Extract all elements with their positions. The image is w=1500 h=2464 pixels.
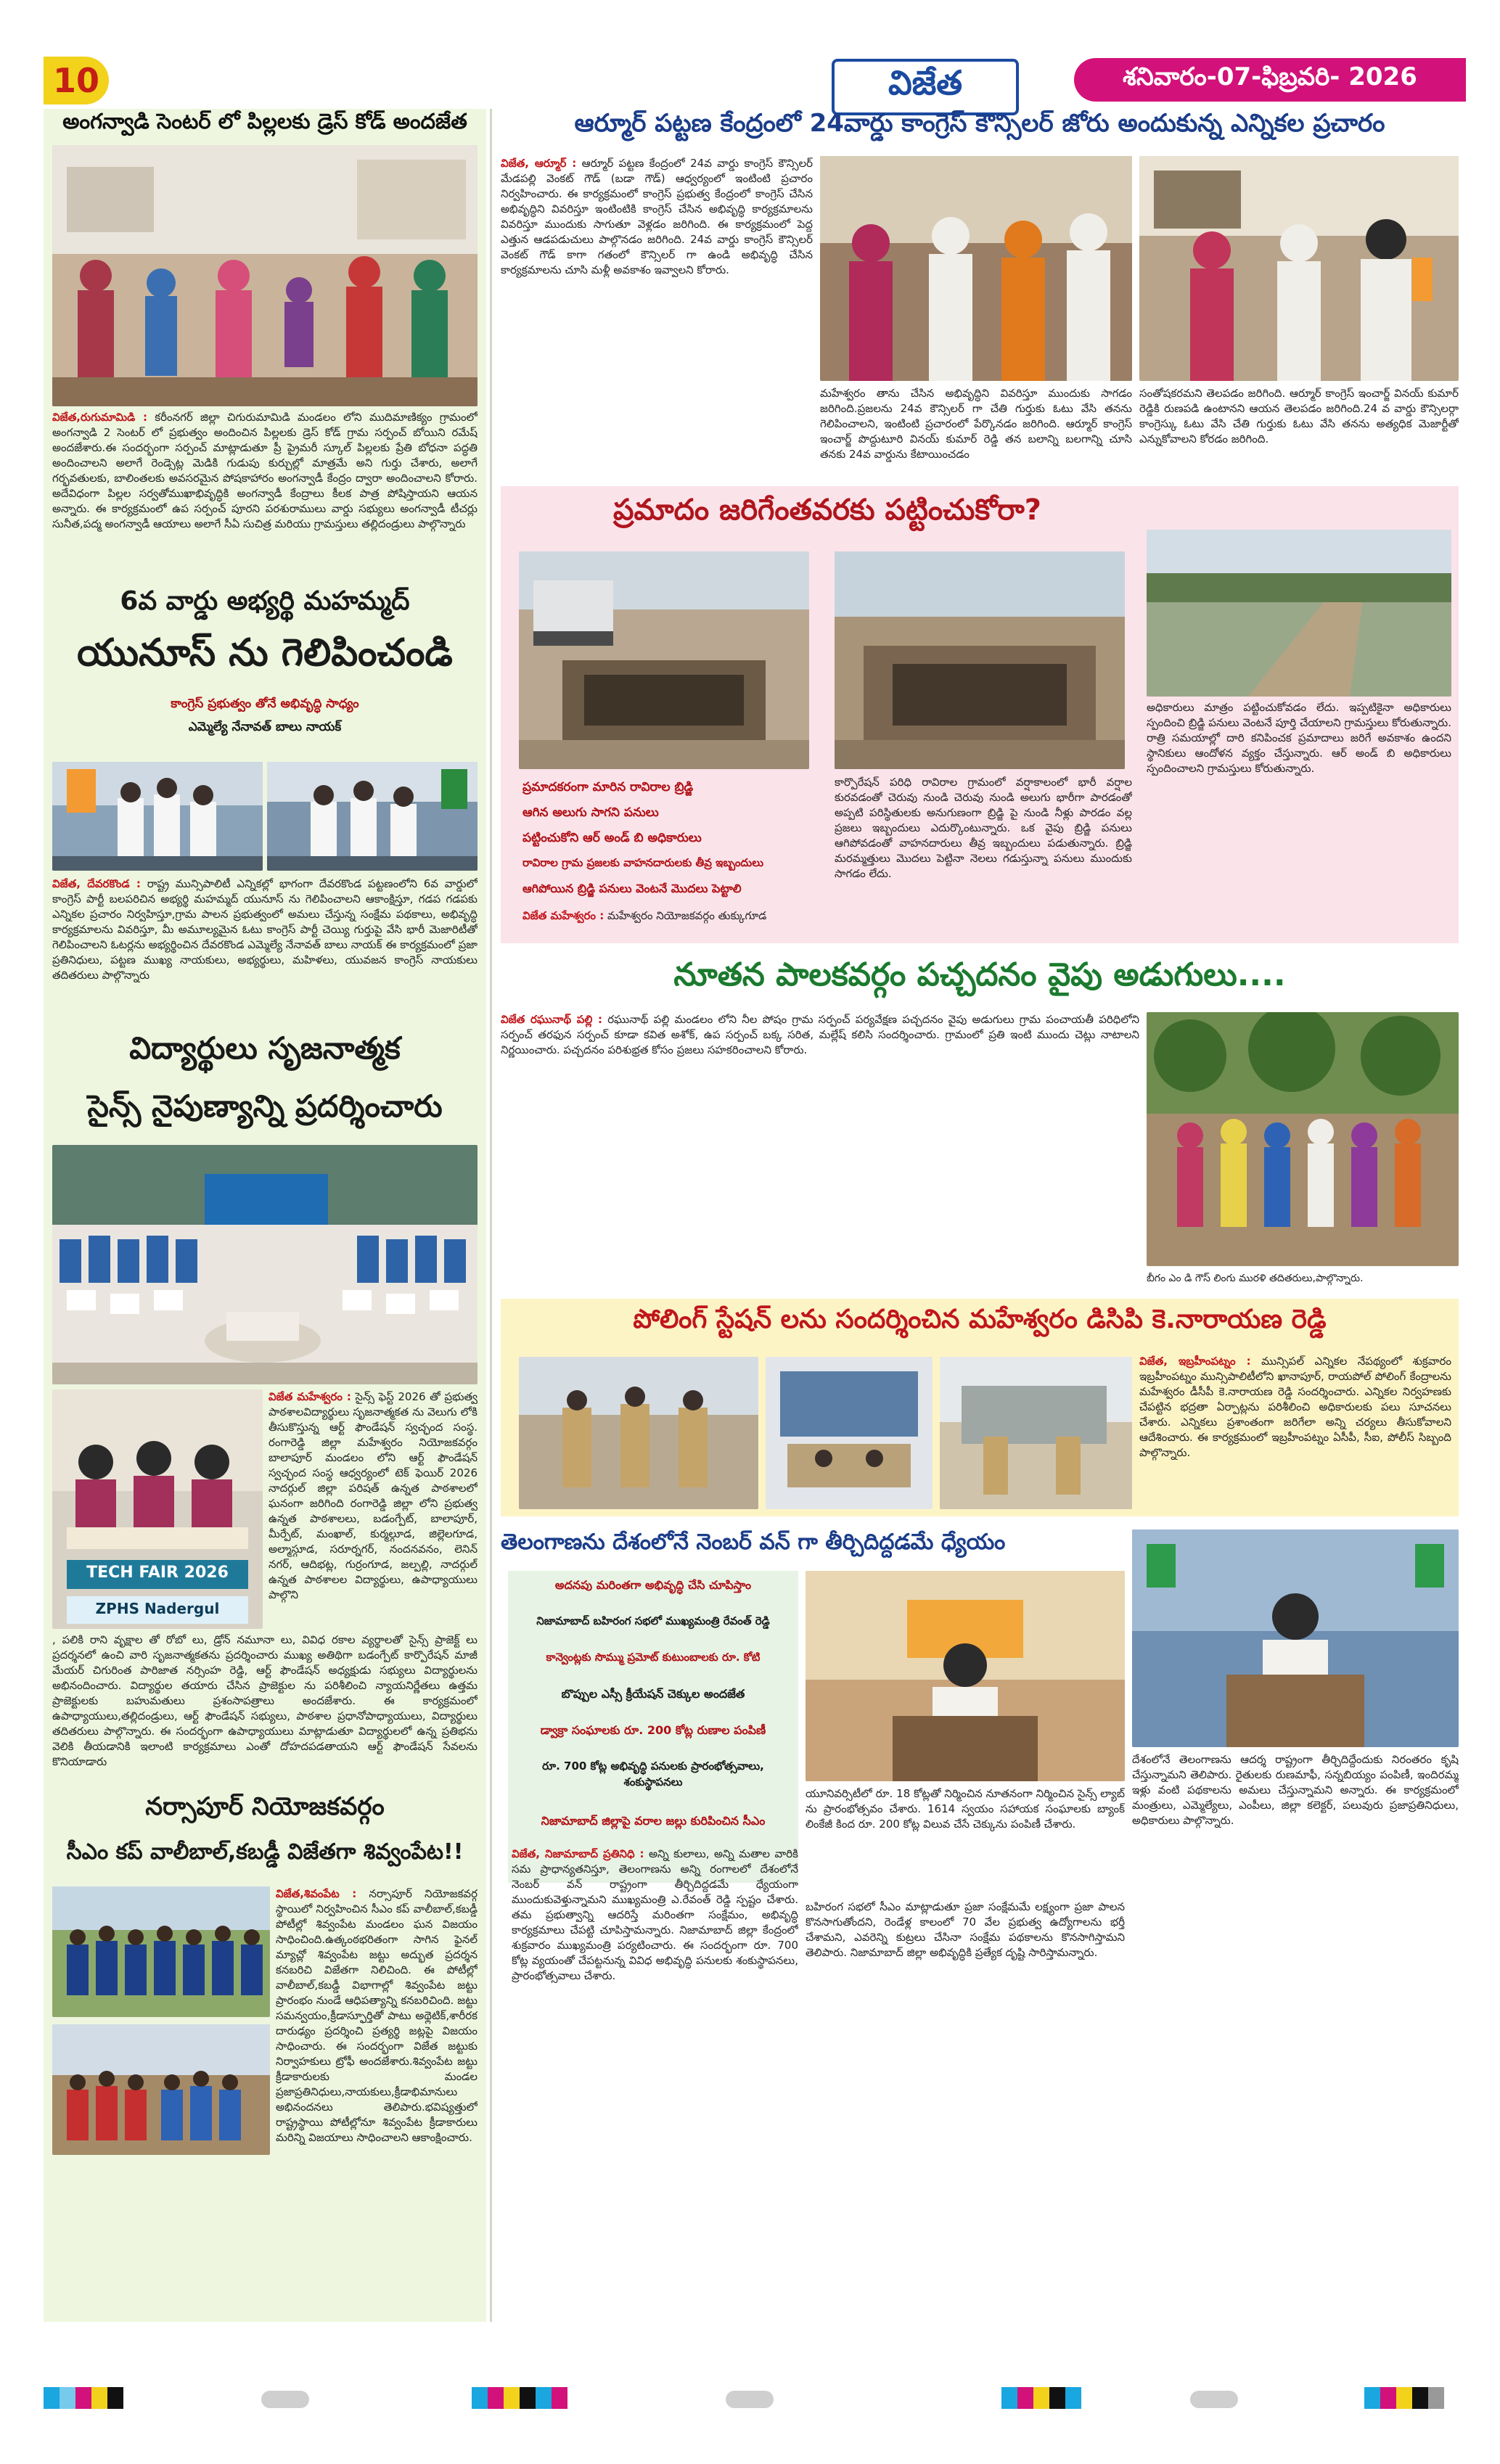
telangana-dateline: విజేత, నిజామాబాద్ ప్రతినిధి :: [512, 1847, 644, 1860]
science-fair-photo: [52, 1389, 263, 1629]
science-group-photo: [52, 1145, 478, 1384]
telangana-text-a: అన్ని కులాలు, అన్ని మతాల వారికి సమ ప్రాధాన్యతనిస్తూ, తెలంగాణను అన్ని రంగాలలో దేశంలోనే నెంబర్ వన్ రాష్ట్రంగా తీర్చిదిద్దడమే ధ్యేయంగా ముందుకువెళ్తున్నామని ముఖ్యమంత్రి ఎ.రేవంత్ రెడ్డి స్పష్టం చేశారు. తమ ప్రభుత్వాన్ని ఆదరిస్తే మరింతగా సంక్షేమం, అభివృద్ధి కార్యక్రమాలు చేపట్టి చూపిస్తామన్నారు. నిజామాబాద్ జిల్లా కేంద్రంలో శుక్రవారం ముఖ్యమంత్రి పర్యటించారు. ఈ సందర్భంగా రూ. 700 కోట్ల వ్యయంతో చేపట్టనున్న వివిధ అభివృద్ధి పనులకు శంకుస్థాపనలు, ప్రారంభోత్సవాలు చేశారు.: [512, 1847, 798, 1982]
bridge-bullet-2: ఆగిన అలుగు సాగని పనులు: [522, 805, 659, 820]
telangana-sub-7: నిజామాబాద్ జిల్లాపై వరాల జల్లు కురిపించిన సీఎం: [541, 1814, 766, 1828]
bridge-photo-1: [519, 551, 809, 769]
color-registration-mid-left: [472, 2387, 567, 2409]
registration-pill-1: [261, 2391, 309, 2408]
telangana-body-c: దేశంలోనే తెలంగాణను ఆదర్శ రాష్ట్రంగా తీర్చిదిద్దేందుకు నిరంతరం కృషి చేస్తున్నామని తెలిపారు. రైతులకు రుణమాఫీ, సన్నబియ్యం పంపిణీ, ఇందిరమ్మ ఇళ్లు వంటి పథకాలను అమలు చేస్తున్నామని అన్నారు. ఈ కార్యక్రమంలో మంత్రులు, ఎమ్మెల్యేలు, ఎంపీలు, జిల్లా కలెక్టర్, పలువురు ప్రజాప్రతినిధులు, అధికారులు పాల్గొన్నారు.: [1132, 1753, 1459, 1827]
yunus-photo-left: [52, 762, 263, 871]
page-number: 10: [44, 57, 109, 104]
greenery-caption: బీగం ఎం డి గౌస్ లింగు మురళి తదితరులు,పాల్గొన్నారు.: [1147, 1273, 1364, 1284]
bridge-bullet-4: రావిరాల గ్రామ ప్రజలకు వాహనదారులకు తీవ్ర ఇబ్బందులు: [522, 856, 764, 869]
telangana-photo-2: [1132, 1529, 1459, 1747]
polling-body-right: [1139, 1354, 1451, 1510]
bridge-dateline-row: [522, 908, 827, 937]
polling-photo-1: [519, 1357, 758, 1509]
armoor-dateline: విజేత, ఆర్మూర్ :: [501, 157, 577, 170]
polling-dateline: విజేత, ఇబ్రహీంపట్నం :: [1139, 1355, 1251, 1368]
column-divider: [490, 109, 492, 2322]
registration-pill-3: [1190, 2391, 1238, 2408]
bridge-bullet-5: ఆగిపోయిన బ్రిడ్జి పనులు వెంటనే మొదలు పెట్టాలి: [522, 882, 742, 895]
science-headline-1: విద్యార్థులు సృజనాత్మక: [129, 1030, 401, 1066]
telangana-sub-1: అదనపు మరింతగా అభివృద్ధి చేసి చూపిస్తాం: [554, 1578, 752, 1592]
greenery-body: [501, 1012, 1139, 1288]
masthead-title: విజేత: [888, 63, 963, 102]
bridge-bullet-1: ప్రమాదకరంగా మారిన రావిరాల బ్రిడ్జి: [522, 780, 694, 794]
cmcup-body-side: [276, 1886, 478, 2155]
armoor-body: [501, 156, 813, 468]
registration-pill-2: [726, 2391, 774, 2408]
telangana-body-a: [512, 1847, 798, 2318]
yunus-photo-right: [267, 762, 478, 871]
yunus-headline-1: 6వ వార్డు అభ్యర్థి మహమ్మద్: [120, 586, 410, 616]
yunus-sub-2: ఎమ్మెల్యే నేనావత్ బాలు నాయక్: [188, 720, 342, 734]
cmcup-headline-1: నర్సాపూర్ నియోజకవర్గం: [145, 1792, 385, 1821]
issue-date: శనివారం-07-ఫిబ్రవరి- 2026: [1074, 58, 1466, 102]
color-registration-mid-right: [1001, 2387, 1081, 2409]
bridge-body-right: అధికారులు మాత్రం పట్టించుకోవడం లేదు. ఇప్పటికైనా అధికారులు స్పందించి బ్రిడ్జి పనులు వెంటనే పూర్తి చేయాలని గ్రామస్తులు కోరుతున్నారు. రాత్రి సమయాల్లో దారి కనిపించక ప్రమాదాలు జరిగే అవకాశం ఉందని స్థానికులు ఆందోళన వ్యక్తం చేస్తున్నారు. ఆర్ అండ్ బి అధికారులు స్పందించాలని గ్రామస్తులు కోరుతున్నారు.: [1147, 701, 1451, 775]
cmcup-headline-2: సీఎం కప్ వాలీబాల్,కబడ్డీ విజేతగా శివ్వంపేట!!: [66, 1839, 464, 1865]
telangana-photo-1: [806, 1571, 1125, 1781]
anganwadi-body: [52, 410, 478, 541]
yunus-body: [52, 876, 478, 985]
polling-text: మున్సిపల్ ఎన్నికల నేపథ్యంలో శుక్రవారం ఇబ్రహీంపట్నం మున్సిపాలిటీలోని ఖానాపూర్, రాయపోల్ పోలింగ్ కేంద్రాలను మహేశ్వరం డీసీపీ కె.నారాయణ రెడ్డి సందర్శించారు. ఎన్నికల నిర్వహణకు చేపట్టిన భద్రతా ఏర్పాట్లను పరిశీలించి అధికారులకు పలు సూచనలు చేశారు. ఎన్నికలు ప్రశాంతంగా జరిగేలా అన్ని చర్యలు తీసుకోవాలని ఆదేశించారు. ఈ కార్యక్రమంలో ఇబ్రహీంపట్నం ఏసీపీ, సీఐ, పోలీస్ సిబ్బంది పాల్గొన్నారు.: [1139, 1355, 1451, 1459]
anganwadi-text: కరీంనగర్ జిల్లా చిగురుమామిడి మండలం లోని ముదిమాణిక్యం గ్రామంలో అంగన్వాడి 2 సెంటర్ లో ప్రభుత్వం అందించిన పిల్లలకు డ్రెస్ కోడ్ గ్రామ సర్పంచ్ బోయిని రమేష్ అందజేశారు.ఈ సందర్భంగా సర్పంచ్ మాట్లాడుతూ ప్రీ ప్రైమరీ స్కూల్ పిల్లలకు ప్రేతి బోధనా పద్ధతి అందించాలని అలాగే రెండ్సెట్ల మెడికి గుడుపు కుర్చుల్లో మాత్రమే అని గుర్తు చేశారు, అలాగే గర్భవతులకు, బాలింతలకు అవసరమైన పోషకాహారం అంగన్వాడీ కేంద్రం ద్వారా అందించాలని కోరారు. అదేవిధంగా పిల్లల సర్వతోముఖాభివృద్ధికి అంగన్వాడీ కేంద్రాలు కీలక పాత్ర పోషిస్తాయని ఆయన అన్నారు. ఈ కార్యక్రమంలో ఉప సర్పంచ్ పూరని పరశురాములు వార్డు సభ్యులు అంగన్వాడీ టీచర్లు సునీత,పద్మ అంగన్వాడీ ఆయాలు అలాగే సీఏ సుచిత్ర మరియు గ్రామస్తులు తల్లిదండ్రులు పాల్గొన్నారు: [52, 411, 478, 530]
armoor-caption-2: సంతోషకరమని తెలపడం జరిగింది. ఆర్మూర్ కాంగ్రెస్ ఇంచార్జ్ వినయ్ కుమార్ రెడ్డికి రుణపడి ఉంటానని ఆయన తెలపడం జరిగింది.24 వ వార్డు కౌన్సిలర్గా కాంగ్రెస్కు ఓటు వేసి చేతి గుర్తుకు ఓటు వేసి తనను అత్యధిక మెజార్టీతో ఎన్నుకోవాలని కోరడం జరిగింది.: [1139, 387, 1459, 445]
cmcup-dateline: విజేత,శివంపేట :: [276, 1887, 357, 1900]
telangana-caption-photo: యూనివర్సిటీలో రూ. 18 కోట్లతో నిర్మించిన నూతనంగా నిర్మించిన సైన్స్ ల్యాబ్ ను ప్రారంభోత్సవం చేశారు. 1614 స్వయం సహాయక సంఘాలకు బ్యాంక్ లింకేజీ కింద రూ. 200 కోట్ల విలువ చేసే చెక్కును పంపిణీ చేశారు.: [806, 1787, 1125, 1831]
telangana-sub-6: రూ. 700 కోట్ల అభివృద్ధి పనులకు ప్రారంభోత్సవాలు, శంకుస్థాపనలు: [542, 1759, 764, 1789]
telangana-body-b: బహిరంగ సభలో సీఎం మాట్లాడుతూ ప్రజా సంక్షేమమే లక్ష్యంగా ప్రజా పాలన కొనసాగుతోందని, రెండేళ్ల కాలంలో 70 వేల ప్రభుత్వ ఉద్యోగాలను భర్తీ చేశామని, ఎవరెన్ని కుట్రలు చేసినా సంక్షేమ పథకాలను కొనసాగిస్తామని తెలిపారు. నిజామాబాద్ జిల్లా అభివృద్ధికి ప్రత్యేక దృష్టి సారిస్తామన్నారు.: [806, 1900, 1125, 1959]
anganwadi-photo: [52, 145, 478, 406]
bridge-photo-2: [835, 551, 1125, 769]
science-dateline: విజేత మహేశ్వరం :: [269, 1390, 351, 1403]
bridge-headline: ప్రమాదం జరిగేంతవరకు పట్టించుకోరా?: [613, 493, 1041, 527]
telangana-sub-2: నిజామాబాద్ బహిరంగ సభలో ముఖ్యమంత్రి రేవంత్ రెడ్డి: [536, 1614, 770, 1627]
anganwadi-headline: అంగన్వాడి సెంటర్ లో పిల్లలకు డ్రెస్ కోడ్ అందజేత: [62, 109, 467, 134]
telangana-sub-5: డ్వాక్రా సంఘాలకు రూ. 200 కోట్ల రుణాల పంపిణీ: [540, 1723, 766, 1737]
cmcup-text: నర్సాపూర్ నియోజకవర్గ స్థాయిలో నిర్వహించిన సీఎం కప్ వాలీబాల్,కబడ్డీ పోటీల్లో శివ్వంపేట మండలం ఘన విజయం సాధించింది.ఉత్కంఠభరితంగా సాగిన ఫైనల్ మ్యాచ్లో శివ్వంపేట జట్టు అద్భుత ప్రదర్శన కనబరిచి విజేతగా నిలిచింది. ఈ పోటీల్లో వాలీబాల్,కబడ్డీ విభాగాల్లో శివ్వంపేట జట్టు ప్రారంభం నుండే ఆధిపత్యాన్ని కనబరిచింది. జట్టు సమన్వయం,క్రీడాస్ఫూర్తితో పాటు అథ్లెటిక్,శారీరక దారుఢ్యం ప్రదర్శించి ప్రత్యర్థి జట్లపై విజయం సాధించారు. ఈ సందర్భంగా విజేత జట్టుకు నిర్వాహకులు ట్రోఫీ అందజేశారు.శివ్వంపేట జట్టు క్రీడాకారులకు మండల ప్రజాప్రతినిధులు,నాయకులు,క్రీడాభిమానులు అభినందనలు తెలిపారు.భవిష్యత్తులో రాష్ట్రస్థాయి పోటీల్లోనూ శివ్వంపేట క్రీడాకారులు మరిన్ని విజయాలు సాధించాలని ఆకాంక్షించారు.: [276, 1887, 478, 2144]
armoor-text: ఆర్మూర్ పట్టణ కేంద్రంలో 24వ వార్డు కాంగ్రెస్ కౌన్సిలర్ మేడపల్లి వెంకట్ గౌడ్ (బడా గౌడ్) ఆధ్వర్యంలో ఇంటింటి ప్రచారం నిర్వహించారు. ఈ కార్యక్రమంలో కాంగ్రెస్ ప్రభుత్వ కేంద్రంలో కాంగ్రెస్ చేసిన అభివృద్ధిని వివరిస్తూ ఇంటింటికి కాంగ్రెస్ చేసిన అభివృద్ధి కార్యక్రమాలను వివరిస్తూ ముందుకు సాగుతూ వెళ్లడం జరిగింది. ఈ కార్యక్రమంలో పెద్ద ఎత్తున ఆడపడుచులు పాల్గొనడం జరిగింది. 24వ వార్డు కాంగ్రెస్ కౌన్సిలర్ వెంకట్ గౌడ్ కాగా గతంలో కౌన్సిలర్ గా ఉండి అభివృద్ధి చేసిన కార్యక్రమాలను చూసి మళ్లీ అవకాశం ఇవ్వాలని కోరారు.: [501, 157, 813, 276]
armoor-photo-2: [1139, 156, 1459, 381]
masthead-logo: [832, 59, 1019, 115]
polling-headline: పోలింగ్ స్టేషన్ లను సందర్శించిన మహేశ్వరం డిసిపి కె.నారాయణ రెడ్డి: [633, 1305, 1327, 1334]
greenery-text: రఘునాథ్ పల్లి మండలం లోని నీల పోషం గ్రామ సర్పంచ్ పర్యవేక్షణ పచ్చదనం వైపు అడుగులు గ్రామ పంచాయతీ పరిధిలోని సర్పంచ్ తరఫున సర్పంచ్ కూడా కవిత అశోక్, ఉప సర్పంచ్ బక్క సరిత, మల్లేష్ కలిసి సందర్శించారు. గ్రామంలో ప్రతి ఇంటి ముందు చెట్లు నాటాలని నిర్ణయించారు. పచ్చదనం పరిశుభ్రత కోసం ప్రజలు సహకరించాలని కోరారు.: [501, 1013, 1139, 1056]
telangana-sub-3: కాన్వెంట్లకు సొమ్ము ప్రమోట్ కుటుంబాలకు రూ. కోటి: [546, 1651, 761, 1664]
polling-photo-2: [766, 1357, 933, 1509]
polling-photo-3: [940, 1357, 1132, 1509]
greenery-dateline: విజేత రఘునాథ్ పల్లి :: [501, 1013, 603, 1026]
color-registration-left: [44, 2387, 123, 2409]
color-registration-right: [1364, 2387, 1444, 2409]
science-headline-2: సైన్స్ నైపుణ్యాన్ని ప్రదర్శించారు: [87, 1088, 443, 1124]
bridge-photo-3: [1147, 530, 1451, 697]
yunus-sub-1: కాంగ్రెస్ ప్రభుత్వం తోనే అభివృద్ధి సాధ్యం: [171, 697, 359, 711]
telangana-headline: తెలంగాణను దేశంలోనే నెంబర్ వన్ గా తీర్చిదిద్దడమే ధ్యేయం: [501, 1529, 1006, 1555]
science-text-side: సైన్స్ ఫెస్ట్ 2026 తో ప్రభుత్వ పాఠశాలవిద్యార్థులు సృజనాత్మకత ను వెలుగు లోకి తీసుకొస్తున్న ఆర్ట్ ఫౌండేషన్ స్వచ్ఛంద సంస్థ. రంగారెడ్డి జిల్లా మహేశ్వరం నియోజకవర్గం బాలాపూర్ మండలం లోని ఆర్ట్ ఫౌండేషన్ స్వచ్ఛంద సంస్థ ఆధ్వర్యంలో టెక్ ఫెయిర్ 2026 నాదర్గుల్ జిల్లా పరిషత్ ఉన్నత పాఠశాలలో ఘనంగా జరిగింది రంగారెడ్డి జిల్లా లోని ప్రభుత్వ ఉన్నత పాఠశాలలు, బడంగ్పేట్, బాలాపూర్, మీర్పేట్, మంఖాల్, కుర్మల్గూడ, జిల్లెలగూడ, అల్మాస్గూడ, సరూర్నగర్, నందనవనం, లెనిన్ నగర్, ఆదిభట్ల, గుర్రంగూడ, జల్పల్లి, నాదర్గుల్ ఉన్నత పాఠశాలల విద్యార్థులు, ఉపాధ్యాయులు పాల్గొని: [269, 1390, 478, 1601]
yunus-dateline: విజేత, దేవరకొండ :: [52, 877, 141, 890]
science-body-side: [269, 1389, 478, 1629]
yunus-text: రాష్ట్ర మున్సిపాలిటీ ఎన్నికల్లో భాగంగా దేవరకొండ పట్టణంలోని 6వ వార్డులో కాంగ్రెస్ పార్టీ బలపరిచిన అభ్యర్థి మహమ్మద్ యునూస్ ను గెలిపించాలని ఆకాంక్షిస్తూ, గడప గడపకు ఎన్నికల ప్రచారం నిర్వహిస్తూ,గ్రామ పాలన ప్రభుత్వంలో అమలు చేస్తున్న సంక్షేమ పథకాలు, అభివృద్ధి కార్యక్రమాలను వివరిస్తూ, మీ అమూల్యమైన ఓటు కాంగ్రెస్ పార్టీ చెయ్యి గుర్తుపై వేసి భారీ మెజారిటీతో గెలిపించాలని ఓటర్లను అభ్యర్థించిన దేవరకొండ ఎమ్మెల్యే నేనావత్ బాలు నాయక్ ఈ కార్యక్రమంలో ప్రజా ప్రతినిధులు, పట్టణ ముఖ్య నాయకులు, అభ్యర్థులు, మహిళలు, యువజన కాంగ్రెస్ నాయకులు తదితరులు పాల్గొన్నారు: [52, 877, 478, 982]
armoor-caption-1: మహేశ్వరం తాను చేసిన అభివృద్ధిని వివరిస్తూ ముందుకు సాగడం జరిగింది.ప్రజలను 24వ కౌన్సిలర్ గా చేతి గుర్తుకు ఓటు వేసి తనను గెలిపించాలని, ఇంటింటి ప్రచారంలో పేర్కొనడం జరిగింది. ఆర్మూర్ కాంగ్రెస్ ఇంచార్జ్ పొద్దుటూరి వినయ్ కుమార్ రెడ్డి తన బలాన్ని బలగాన్ని చూసి తనకు 24వ వార్డును కేటాయించడం: [820, 387, 1132, 461]
yunus-headline-2: యునూస్ ను గెలిపించండి: [77, 631, 453, 675]
bridge-body-mid: కార్పొరేషన్ పరిధి రావిరాల గ్రామంలో వర్షాకాలంలో భారీ వర్షాల కురవడంతో చెరువు నుండి చెరువు నుండి అలుగు భారీగా పారడంతో అప్పటి పరిస్థితులకు అనుగుణంగా బ్రిడ్జి పై నుండి నీళ్లు పారడం వల్ల ప్రజలు ఇబ్బందులు ఎదుర్కొంటున్నారు. ఒక వైపు బ్రిడ్జి పనులు ఆగిపోవడంతో వాహనదారులు తీవ్ర ఇబ్బందులు పడుతున్నారు. బ్రిడ్జి మరమ్మత్తులు మొదలు పెట్టినా నెలలు గడుస్తున్నా పనులు ముందుకు సాగడం లేదు.: [835, 776, 1132, 880]
bridge-bullet-3: పట్టించుకోని ఆర్ అండ్ బి అధికారులు: [522, 831, 702, 845]
bridge-dateline-text: మహేశ్వరం నియోజకవర్గం తుక్కుగూడ: [607, 909, 767, 922]
telangana-sub-4: బొప్పుల ఎస్సీ క్రీయేషన్ చెక్కుల అందజేత: [561, 1687, 745, 1701]
school-board: ZPHS Nadergul: [95, 1600, 220, 1617]
greenery-headline: నూతన పాలకవర్గం పచ్చదనం వైపు అడుగులు....: [673, 956, 1286, 993]
tech-fair-banner: TECH FAIR 2026: [86, 1564, 229, 1582]
armoor-photo-1: [820, 156, 1132, 381]
armoor-headline: ఆర్మూర్ పట్టణ కేంద్రంలో 24వార్డు కాంగ్రెస్ కౌన్సిలర్ జోరు అందుకున్న ఎన్నికల ప్రచారం: [574, 109, 1385, 138]
cmcup-photo-1: [52, 1886, 270, 2017]
bridge-dateline: విజేత మహేశ్వరం :: [522, 909, 604, 922]
anganwadi-dateline: విజేత,రుగుమామిడి :: [52, 411, 147, 424]
science-body-full: , పలికి రాని వృక్షాల తో రోబో లు, డ్రోన్ నమూనా లు, వివిధ రకాల వ్యర్థాలతో సైన్స్ ప్రాజెక్ట్ లు ప్రదర్శనలో ఉంచి వారి సృజనాత్మకతను ప్రదర్శించారు ముఖ్య అతిథిగా బడంగ్పేట్ కార్పొరేషన్ మాజీ మేయర్ చిగురింత పారిజాత నర్సింహ రెడ్డి, ఆర్ట్ ఫౌండేషన్ అధ్యక్షుడు సభ్యులు విద్యార్థులను అభినందించారు. విద్యార్థుల తయారు చేసిన ప్రాజెక్టుల ను పరిశీలించి న్యాయనిర్ణేతలు ఉత్తమ ప్రాజెక్టులకు బహుమతులు ప్రశంసాపత్రాలు అందజేశారు. ఈ కార్యక్రమంలో ఉపాధ్యాయులు,తల్లిదండ్రులు, ఆర్ట్ ఫౌండేషన్ సభ్యులు, పాఠశాల ప్రధానోపాధ్యాయులు, విద్యార్థులు తదితరులు పాల్గొన్నారు. ఈ సందర్భంగా ఉపాధ్యాయులు మాట్లాడుతూ విద్యార్థులలో ఉన్న ప్రతిభను వెలికి తీయడానికి ఇలాంటి కార్యక్రమాలు ఎంతో దోహదపడతాయని ఆర్ట్ ఫౌండేషన్ సేవలను కొనియాడారు: [52, 1633, 478, 1768]
greenery-photo: [1147, 1012, 1459, 1266]
cmcup-photo-2: [52, 2024, 270, 2155]
